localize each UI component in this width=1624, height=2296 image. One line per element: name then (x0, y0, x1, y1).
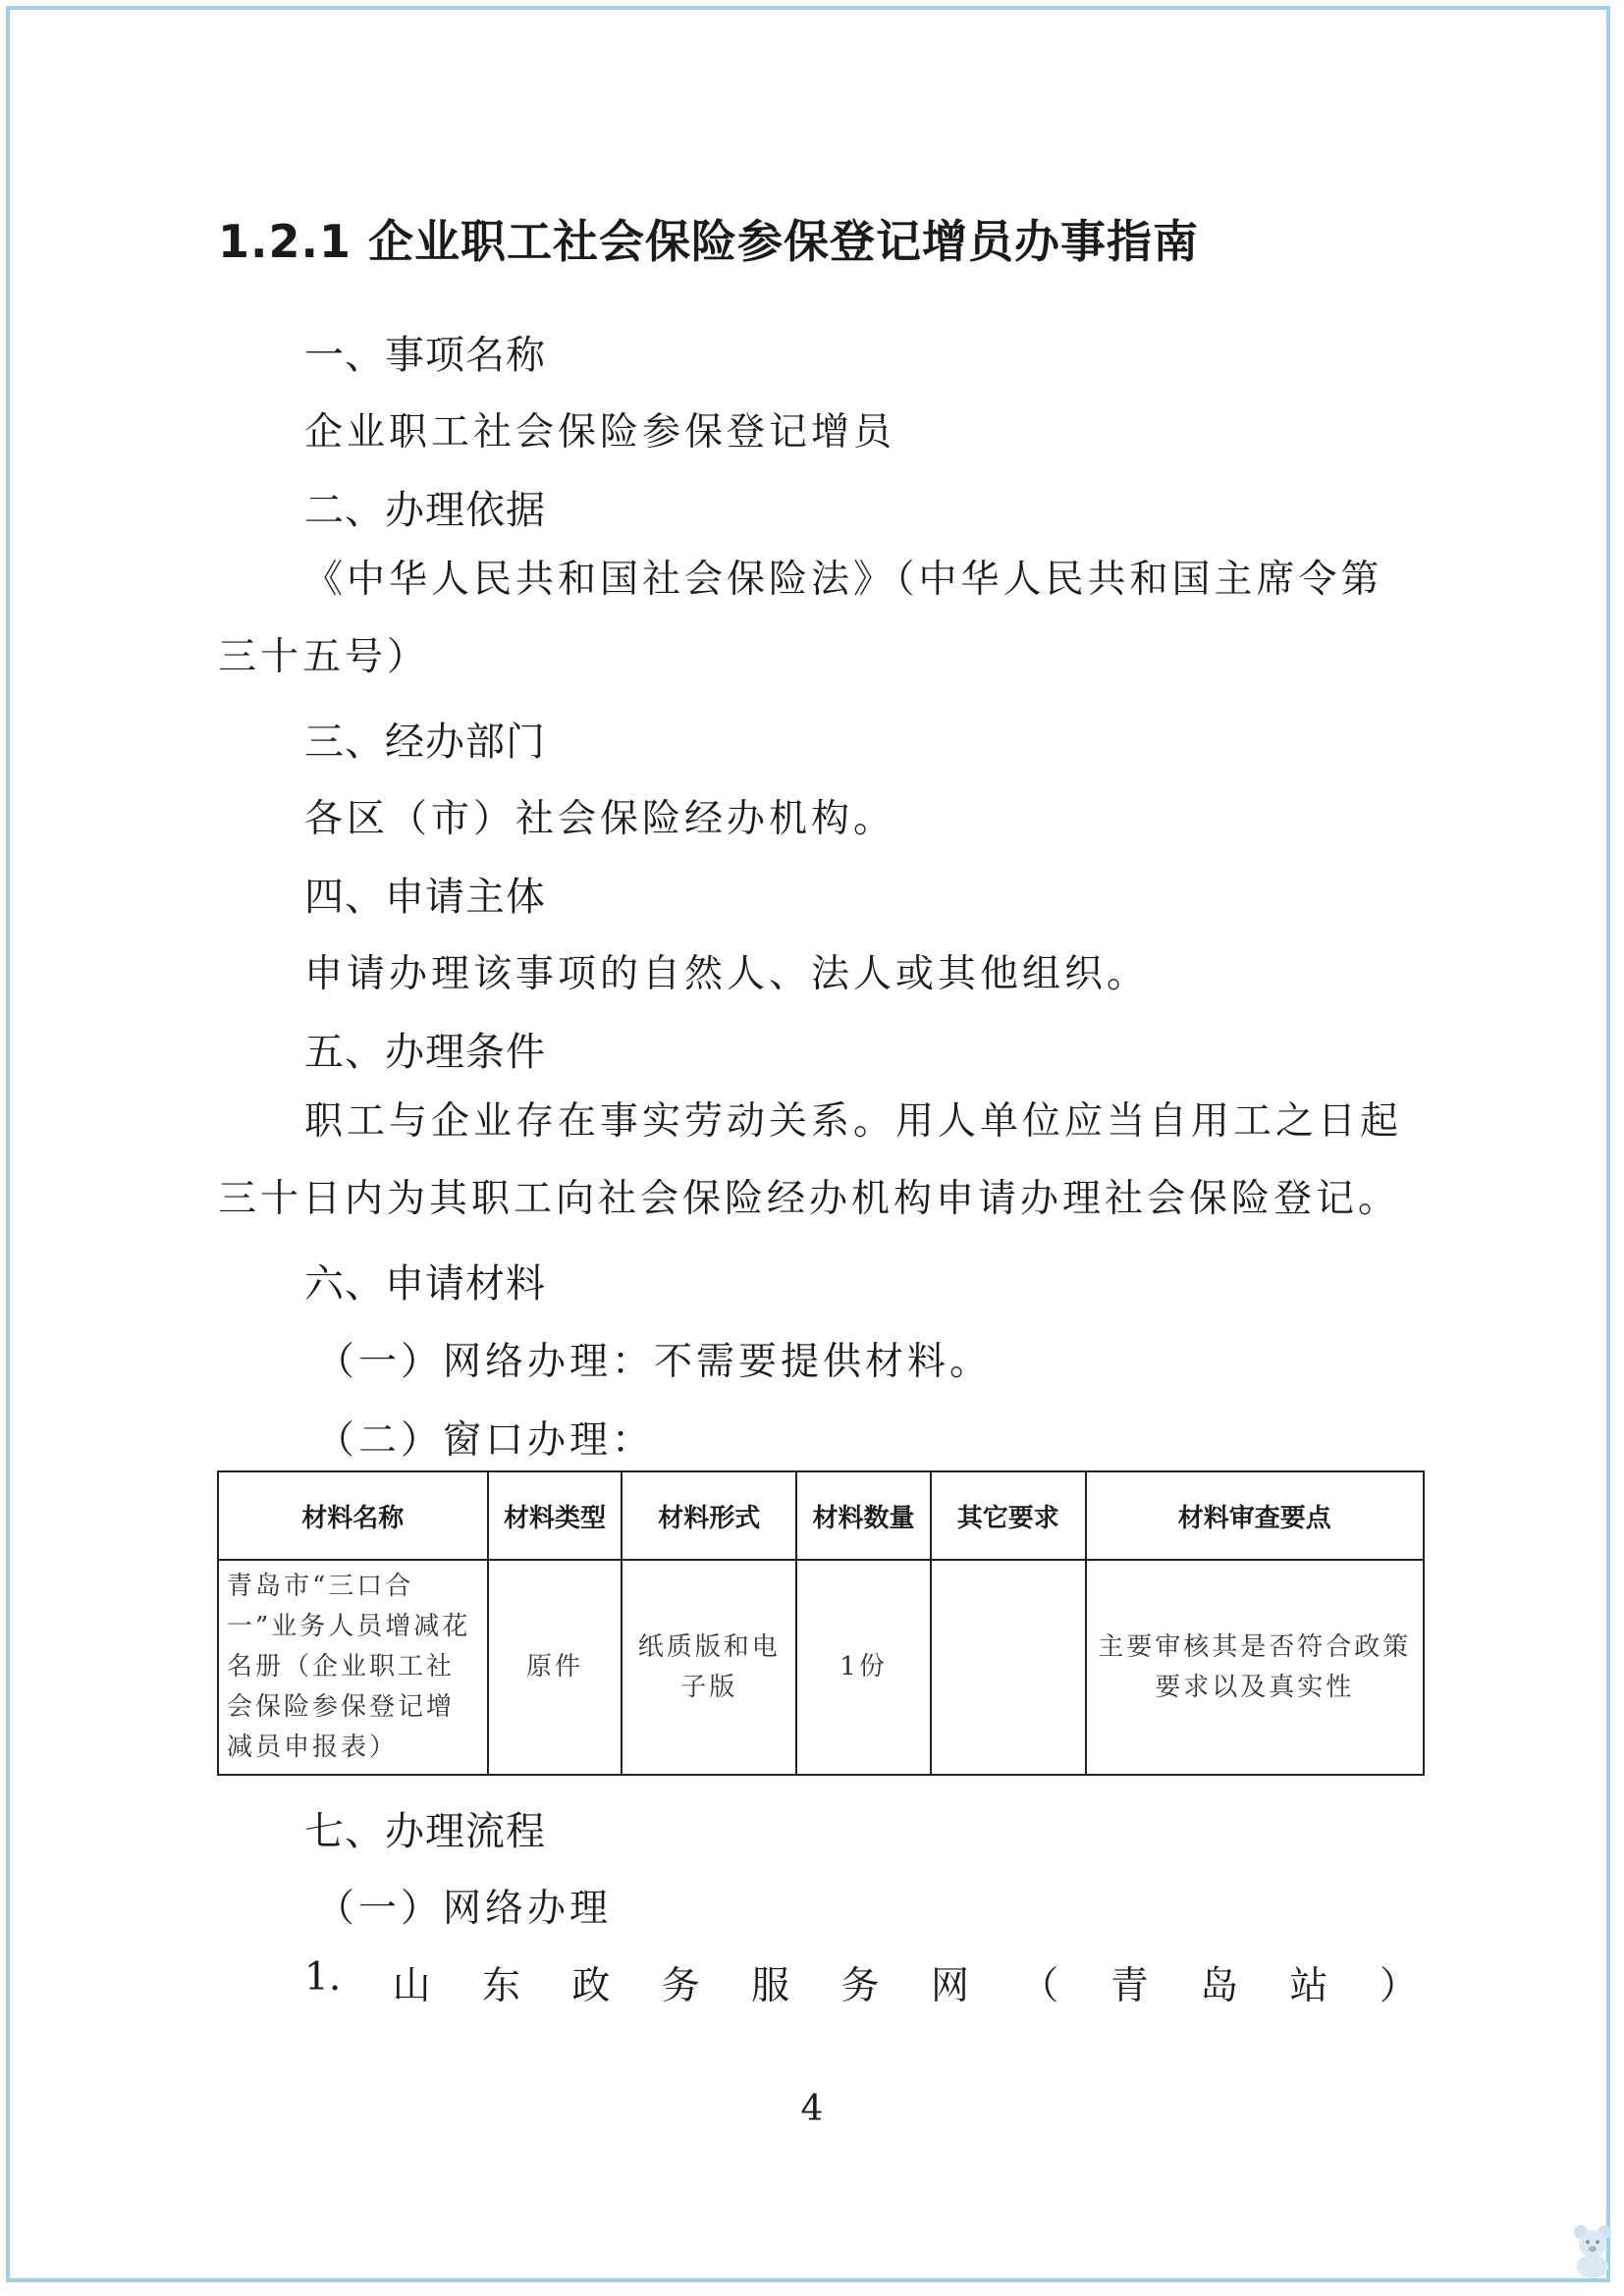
step-char: 东 (481, 1964, 520, 2008)
conditions-text: 职工与企业存在事实劳动关系。用人单位应当自用工之日起三十日内为其职工向社会保险经办机构申请办理社会保险登记。 (218, 1099, 1403, 1221)
table-header-cell: 材料审查要点 (1086, 1471, 1424, 1560)
item-name-text: 企业职工社会保险参保登记增员 (304, 410, 896, 454)
section-heading-conditions: 五、办理条件 (304, 1030, 546, 1075)
applicant-text: 申请办理该事项的自然人、法人或其他组织。 (304, 952, 1150, 996)
table-cell: 原件 (488, 1560, 623, 1775)
table-cell: 1份 (796, 1560, 931, 1775)
step-char: ） (1379, 1964, 1418, 2008)
table-cell (931, 1560, 1086, 1775)
section-heading-basis: 二、办理依据 (304, 488, 546, 533)
table-cell: 纸质版和电子版 (622, 1560, 796, 1775)
table-header-cell: 材料数量 (796, 1471, 931, 1560)
table-header-cell: 其它要求 (931, 1471, 1086, 1560)
basis-text: 《中华人民共和国社会保险法》（中华人民共和国主席令第三十五号） (218, 558, 1383, 679)
table-header-row (218, 1471, 1424, 1560)
step-char: 务 (661, 1964, 700, 2008)
step-char: 网 (930, 1964, 969, 2008)
step-char: （ (1020, 1964, 1059, 2008)
section-heading-department: 三、经办部门 (304, 720, 546, 765)
table-header-cell: 材料形式 (622, 1471, 796, 1560)
section-heading-process: 七、办理流程 (304, 1809, 546, 1854)
materials-online-text: （一）网络办理：不需要提供材料。 (316, 1340, 993, 1384)
table-cell: 主要审核其是否符合政策要求以及真实性 (1086, 1560, 1424, 1775)
step-char: 服 (751, 1964, 790, 2008)
step-char: 岛 (1200, 1964, 1239, 2008)
document-title: 1.2.1 企业职工社会保险参保登记增员办事指南 (218, 215, 1199, 268)
step-char: 务 (840, 1964, 880, 2008)
table-header-cell: 材料类型 (488, 1471, 623, 1560)
department-text: 各区（市）社会保险经办机构。 (304, 797, 896, 841)
section-heading-applicant: 四、申请主体 (304, 875, 546, 920)
page-number: 4 (800, 2089, 824, 2129)
table-header-cell: 材料名称 (218, 1471, 488, 1560)
step-char: 1. (304, 1955, 342, 2000)
table-row (218, 1560, 1424, 1775)
process-step-1 (304, 1955, 1418, 2010)
materials-window-text: （二）窗口办理： (316, 1418, 655, 1463)
step-char: 站 (1289, 1964, 1328, 2008)
step-char: 山 (392, 1964, 431, 2008)
section-heading-item-name: 一、事项名称 (304, 333, 546, 378)
process-online-text: （一）网络办理 (316, 1887, 613, 1931)
step-char: 政 (571, 1964, 611, 2008)
bear-watermark-icon (1569, 2220, 1616, 2279)
step-char: 青 (1110, 1964, 1149, 2008)
section-heading-materials: 六、申请材料 (304, 1261, 546, 1307)
materials-table (217, 1470, 1425, 1776)
table-cell: 青岛市“三口合一”业务人员增减花名册（企业职工社会保险参保登记增减员申报表） (218, 1560, 488, 1775)
